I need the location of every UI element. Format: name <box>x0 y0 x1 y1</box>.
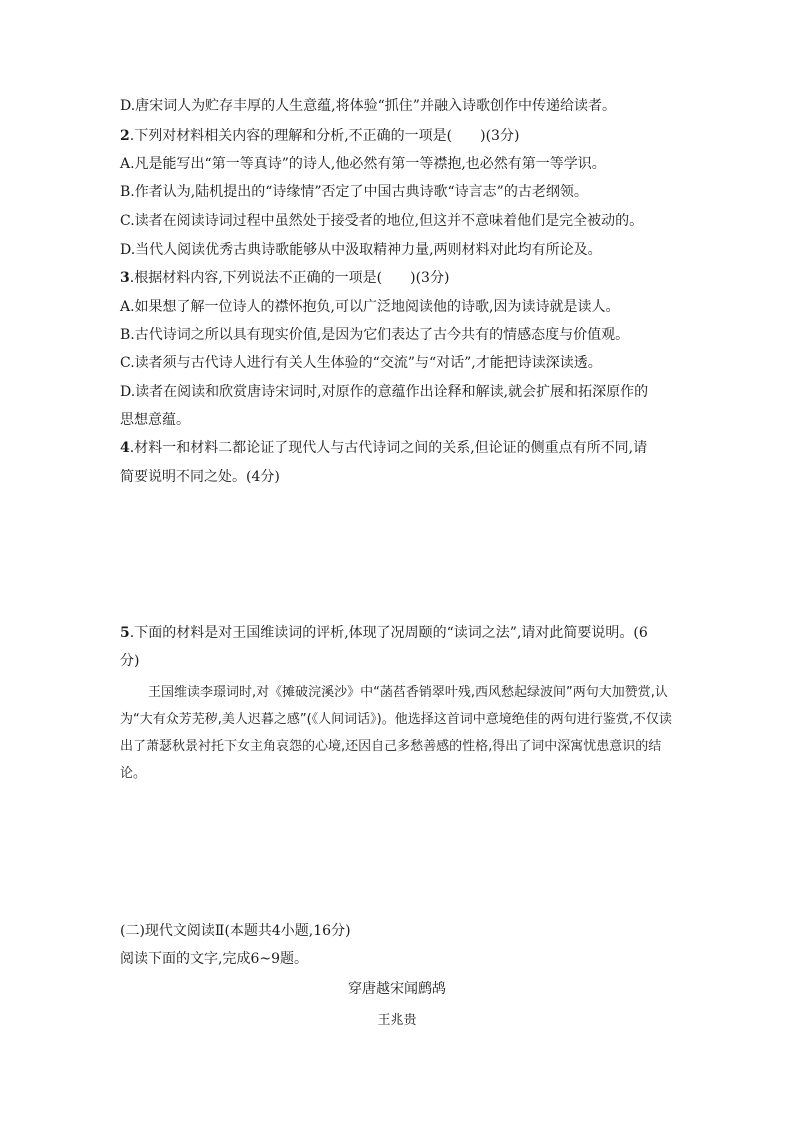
question-2 <box>120 126 519 146</box>
q3-option-a: A.如果想了解一位诗人的襟怀抱负,可以广泛地阅读他的诗歌,因为读诗就是读人。 <box>120 299 620 315</box>
question-5-number: 5 <box>120 625 130 641</box>
q2-option-c: C.读者在阅读诗词过程中虽然处于接受者的地位,但这并不意味着他们是完全被动的。 <box>120 213 644 229</box>
question-4-stem: .材料一和材料二都论证了现代人与古代诗词之间的关系,但论证的侧重点有所不同,请 <box>129 440 648 456</box>
section-heading: (二)现代文阅读Ⅱ(本题共4小题,16分) <box>120 923 351 939</box>
reading-instruction: 阅读下面的文字,完成6~9题。 <box>120 951 308 967</box>
question-4-line1 <box>120 438 647 458</box>
q3-option-c: C.读者须与古代诗人进行有关人生体验的“交流”与“对话”,才能把诗读深读透。 <box>120 355 602 371</box>
question-3 <box>120 268 449 288</box>
article-title: 穿唐越宋闻鹧鸪 <box>348 981 446 997</box>
q3-option-d-line1: D.读者在阅读和欣赏唐诗宋词时,对原作的意蕴作出诠释和解读,就会扩展和拓深原作的 <box>120 384 649 400</box>
q2-option-b: B.作者认为,陆机提出的“诗缘情”否定了中国古典诗歌“诗言志”的古老纲领。 <box>120 184 588 200</box>
q3-option-d-line2: 思想意蕴。 <box>120 412 190 428</box>
question-5-material <box>120 679 676 787</box>
question-2-number: 2 <box>120 128 130 144</box>
q3-option-b: B.古代诗词之所以具有现实价值,是因为它们表达了古今共有的情感态度与价值观。 <box>120 327 630 343</box>
question-5-line2: 分) <box>120 653 140 669</box>
material-paragraph: 王国维读李璟词时,对《摊破浣溪沙》中“菡萏香销翠叶残,西风愁起绿波间”两句大加赞赏,认为“大有众芳芜秽,美人迟暮之感”(《人间词话》)。他选择这首词中意境绝佳的两句进行鉴赏,不仅读出了萧瑟秋景衬托下女主角哀怨的心境,还因自己多愁善感的性格,得出了词中深寓忧患意识的结论。 <box>120 685 672 781</box>
question-5-line1 <box>120 623 648 643</box>
question-4-line2: 简要说明不同之处。(4分) <box>120 469 280 485</box>
q2-option-d: D.当代人阅读优秀古典诗歌能够从中汲取精神力量,两则材料对此均有所论及。 <box>120 242 602 258</box>
q2-option-a: A.凡是能写出“第一等真诗”的诗人,他必然有第一等襟抱,也必然有第一等学识。 <box>120 156 606 172</box>
article-author: 王兆贵 <box>377 1013 417 1028</box>
question-3-stem: .根据材料内容,下列说法不正确的一项是( )(3分) <box>129 270 450 286</box>
question-2-stem: .下列对材料相关内容的理解和分析,不正确的一项是( )(3分) <box>129 128 520 144</box>
question-4-number: 4 <box>120 440 130 456</box>
question-5-stem: .下面的材料是对王国维读词的评析,体现了况周颐的“读词之法”,请对此简要说明。(6 <box>129 625 648 641</box>
q1-option-d: D.唐宋词人为贮存丰厚的人生意蕴,将体验“抓住”并融入诗歌创作中传递给读者。 <box>120 98 616 114</box>
question-3-number: 3 <box>120 270 130 286</box>
